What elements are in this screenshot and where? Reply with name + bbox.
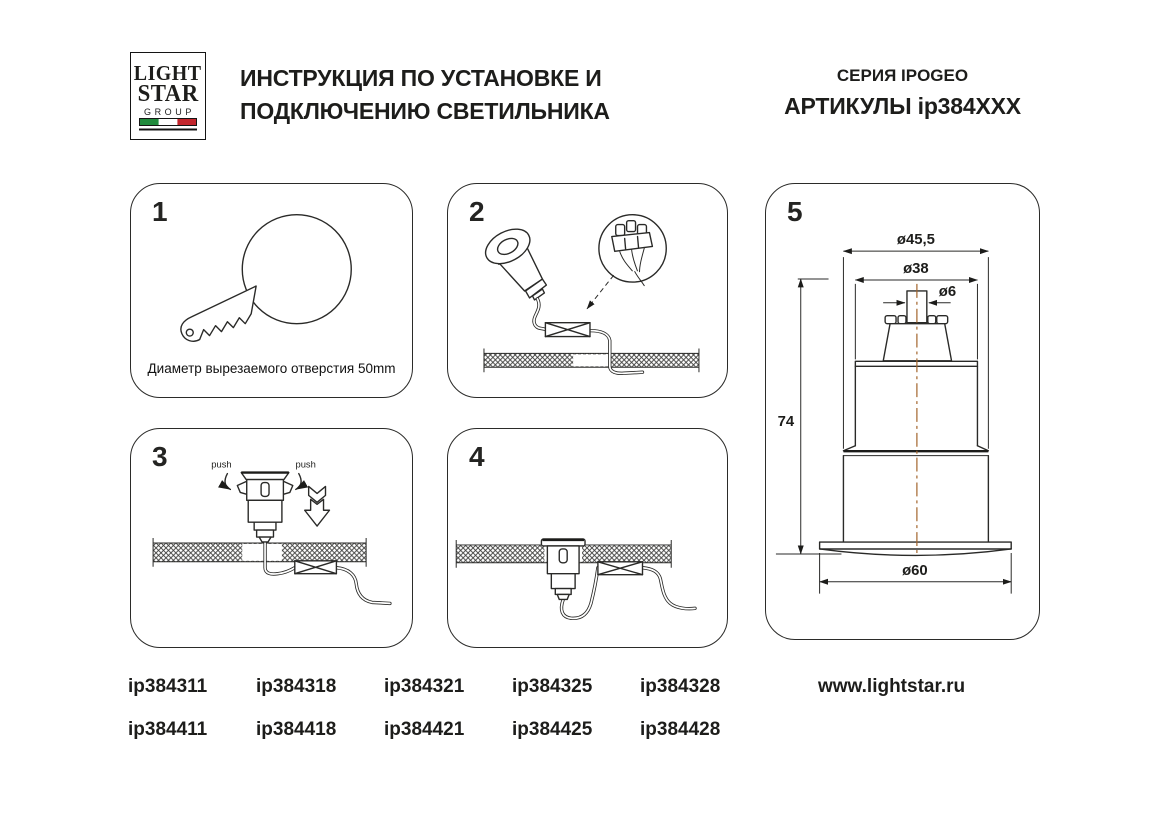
title-line-1: ИНСТРУКЦИЯ ПО УСТАНОВКЕ И	[240, 65, 602, 91]
fixture-illustration	[480, 222, 547, 300]
detail-pointer-arrow	[587, 275, 614, 309]
article-code: ip384421	[384, 719, 465, 740]
insert-direction-arrow	[305, 486, 330, 526]
article-code: ip384328	[640, 676, 721, 697]
logo-text-star: STAR	[137, 80, 199, 107]
junction-box	[295, 561, 337, 574]
series-header	[765, 66, 1040, 120]
push-label-left: push	[211, 458, 232, 470]
svg-text:ø38: ø38	[903, 261, 929, 278]
dimension-drawing	[766, 184, 1039, 639]
lightstar-logo	[130, 52, 206, 140]
junction-box	[598, 562, 643, 575]
push-label-right: push	[295, 458, 316, 470]
step-1-panel	[130, 183, 413, 398]
surface-hole	[573, 354, 610, 366]
title-line-2: ПОДКЛЮЧЕНИЮ СВЕТИЛЬНИКА	[240, 98, 610, 124]
logo-text-light: LIGHT	[134, 60, 202, 85]
fixture-illustration	[541, 539, 585, 599]
terminal-detail-circle	[599, 215, 666, 286]
page-title	[240, 62, 610, 128]
surface-hole	[242, 544, 282, 561]
step-3-number: 3	[152, 441, 168, 472]
installed-drawing	[448, 429, 727, 647]
handsaw-icon	[181, 286, 256, 341]
dimension-base-diameter	[820, 553, 1012, 594]
terminal-block	[612, 221, 653, 286]
step-2-number: 2	[469, 196, 485, 227]
article-code: ip384325	[512, 676, 593, 697]
svg-text:ø45,5: ø45,5	[896, 232, 935, 249]
article-code: ip384318	[256, 676, 337, 697]
step-2-panel	[447, 183, 728, 398]
push-install-drawing	[131, 429, 412, 647]
step-1-number: 1	[152, 196, 168, 227]
article-code: ip384411	[128, 719, 208, 740]
article-code: ip384425	[512, 719, 593, 740]
fixture-profile	[820, 291, 1012, 556]
lens-curve	[820, 549, 1012, 555]
series-label: СЕРИЯ IPOGEO	[836, 66, 969, 85]
article-code: ip384311	[128, 676, 208, 697]
website-url: www.lightstar.ru	[818, 676, 966, 697]
junction-box	[545, 323, 590, 337]
svg-text:74: 74	[777, 413, 795, 430]
svg-text:ø6: ø6	[938, 283, 957, 300]
surface-hatch	[484, 348, 699, 372]
wiring-drawing	[448, 184, 727, 397]
article-code: ip384418	[256, 719, 337, 740]
dimension-height	[776, 279, 842, 554]
articles-title: АРТИКУЛЫ ip384XXX	[784, 93, 1021, 119]
step-4-panel	[447, 428, 728, 648]
step-5-panel	[765, 183, 1040, 640]
step-3-panel	[130, 428, 413, 648]
step-4-number: 4	[469, 441, 485, 472]
logo-text-group: GROUP	[143, 106, 195, 117]
cut-hole-circle	[242, 215, 351, 324]
article-code: ip384428	[640, 719, 721, 740]
article-code: ip384321	[384, 676, 465, 697]
article-numbers-row-2	[128, 719, 768, 741]
base-flange	[820, 542, 1012, 549]
italian-flag-icon	[139, 118, 197, 131]
push-arrow-left	[225, 474, 230, 490]
hole-diameter-caption: Диаметр вырезаемого отверстия 50mm	[147, 361, 396, 376]
push-arrow-right	[296, 474, 301, 490]
svg-text:ø60: ø60	[902, 562, 928, 579]
fixture-illustration	[237, 473, 292, 542]
step-5-number: 5	[787, 196, 803, 227]
article-numbers-row-1	[128, 676, 768, 698]
